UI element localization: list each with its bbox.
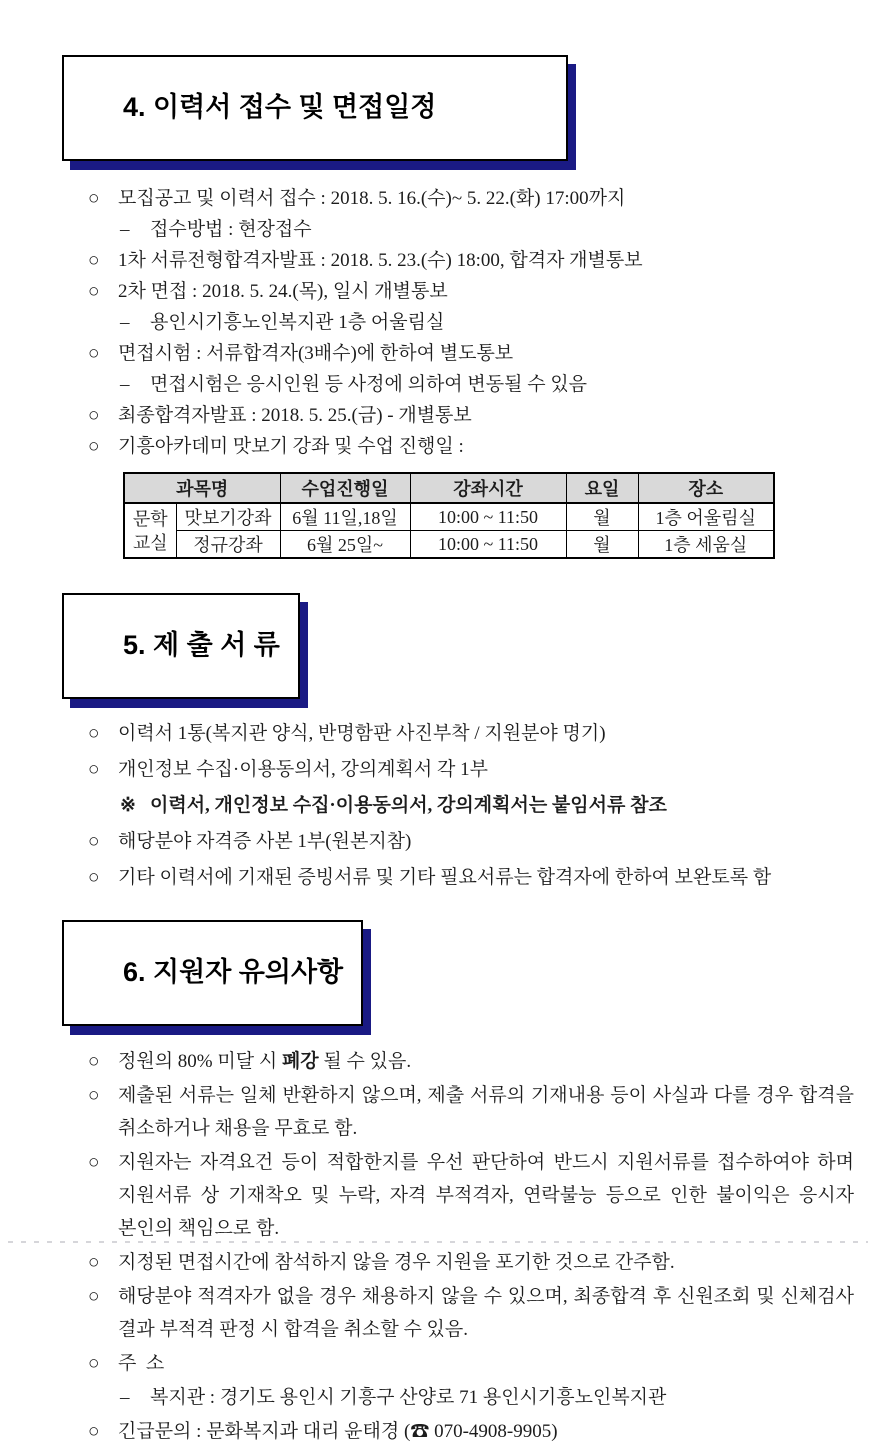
bullet-text: 접수방법 : 현장접수 (150, 219, 312, 241)
bullet-text: 1차 서류전형합격자발표 : 2018. 5. 23.(수) 18:00, 합격자 개별통보 (118, 250, 643, 272)
table-header-row (124, 473, 774, 503)
list-subitem (120, 214, 854, 245)
section-6-list (88, 1045, 854, 1448)
list-item (88, 338, 854, 369)
bullet-marker: ○ (88, 1051, 100, 1073)
bullet-text: 해당분야 적격자가 없을 경우 채용하지 않을 수 있으며, 최종합격 후 신원조회 및 신체검사 결과 부적격 판정 시 합격을 취소할 수 있음. (118, 1286, 854, 1341)
bullet-text: 개인정보 수집·이용동의서, 강의계획서 각 1부 (118, 759, 488, 781)
cell-course-type: 맛보기강좌 (176, 503, 280, 531)
table-row (124, 503, 774, 531)
text-segment: 될 수 있음. (323, 1051, 412, 1073)
bullet-text: 해당분야 자격증 사본 1부(원본지참) (118, 831, 412, 853)
note-item (120, 788, 854, 824)
list-item (88, 431, 854, 462)
cell-course-time: 10:00 ~ 11:50 (410, 531, 566, 559)
bullet-text: 최종합격자발표 : 2018. 5. 25.(금) - 개별통보 (118, 405, 472, 427)
bullet-marker: ○ (88, 867, 100, 889)
list-item (88, 1246, 854, 1279)
subject-group-line2: 교실 (132, 532, 168, 553)
bullet-text: 용인시기흥노인복지관 1층 어울림실 (150, 312, 445, 334)
bullet-marker: ○ (88, 343, 100, 365)
bullet-marker: ○ (88, 723, 100, 745)
cell-course-date: 6월 11일,18일 (280, 503, 410, 531)
reference-marker: ※ (120, 795, 136, 817)
bullet-text: 모집공고 및 이력서 접수 : 2018. 5. 16.(수)~ 5. 22.(화) 17:00까지 (118, 188, 626, 210)
bullet-text: 이력서 1통(복지관 양식, 반명함판 사진부착 / 지원분야 명기) (118, 723, 606, 745)
cell-course-date: 6월 25일~ (280, 531, 410, 559)
bullet-text: 면접시험 : 서류합격자(3배수)에 한하여 별도통보 (118, 343, 514, 365)
bullet-marker: ○ (88, 1421, 100, 1443)
list-item (88, 716, 854, 752)
col-header-subject: 과목명 (124, 473, 280, 503)
list-subitem (120, 1381, 854, 1414)
list-item (88, 1146, 854, 1245)
list-item (88, 860, 854, 896)
list-item (88, 752, 854, 788)
col-header-time: 강좌시간 (410, 473, 566, 503)
bullet-text: 면접시험은 응시인원 등 사정에 의하여 변동될 수 있음 (150, 374, 588, 396)
section-6 (62, 920, 854, 1448)
bullet-marker: ○ (88, 1286, 100, 1308)
bullet-marker: ○ (88, 1252, 100, 1274)
bullet-text: 기흥아카데미 맛보기 강좌 및 수업 진행일 : (118, 436, 464, 458)
subject-group-cell (124, 503, 176, 558)
bullet-marker: ○ (88, 188, 100, 210)
bullet-marker: ○ (88, 250, 100, 272)
section-4 (62, 55, 854, 559)
section-5-title: 5. 제 출 서 류 (123, 630, 280, 661)
bullet-marker: ○ (88, 831, 100, 853)
bullet-marker: ○ (88, 1152, 100, 1174)
list-item-contact (88, 1415, 854, 1448)
dash-marker: – (120, 374, 130, 396)
list-subitem (120, 369, 854, 400)
col-header-day: 요일 (566, 473, 638, 503)
table-row (124, 531, 774, 559)
bullet-text: 제출된 서류는 일체 반환하지 않으며, 제출 서류의 기재내용 등이 사실과 다를 경우 합격을 취소하거나 채용을 무효로 함. (118, 1085, 854, 1140)
cell-course-time: 10:00 ~ 11:50 (410, 503, 566, 531)
bullet-text (118, 1045, 854, 1078)
list-item (88, 183, 854, 214)
bullet-text: 복지관 : 경기도 용인시 기흥구 산양로 71 용인시기흥노인복지관 (150, 1387, 667, 1409)
bullet-marker: ○ (88, 436, 100, 458)
bullet-text: 2차 면접 : 2018. 5. 24.(목), 일시 개별통보 (118, 281, 448, 303)
list-item (88, 1079, 854, 1145)
bullet-marker: ○ (88, 405, 100, 427)
bullet-text: 기타 이력서에 기재된 증빙서류 및 기타 필요서류는 합격자에 한하여 보완토록 함 (118, 867, 772, 889)
bullet-marker: ○ (88, 1353, 100, 1375)
cell-course-place: 1층 어울림실 (638, 503, 774, 531)
bullet-text: 지정된 면접시간에 참석하지 않을 경우 지원을 포기한 것으로 간주함. (118, 1252, 675, 1274)
bullet-text: 지원자는 자격요건 등이 적합한지를 우선 판단하여 반드시 지원서류를 접수하여야 하며 지원서류 상 기재착오 및 누락, 자격 부적격자, 연락불능 등으로 인한 불이익은 응시자 본인의 책임으로 함. (118, 1152, 854, 1240)
cell-course-type: 정규강좌 (176, 531, 280, 559)
section-5-list (88, 716, 854, 896)
bullet-marker: ○ (88, 1085, 100, 1107)
bullet-text: 긴급문의 : 문화복지과 대리 윤태경 (☎ 070-4908-9905) (118, 1421, 558, 1443)
section-5 (62, 593, 854, 896)
emphasized-word: 폐강 (281, 1051, 319, 1073)
list-item-address (88, 1347, 854, 1380)
dash-marker: – (120, 219, 130, 241)
dash-marker: – (120, 1387, 130, 1409)
section-4-title: 4. 이력서 접수 및 면접일정 (123, 92, 437, 123)
subject-group-line1: 문학 (132, 508, 168, 529)
col-header-place: 장소 (638, 473, 774, 503)
col-header-date: 수업진행일 (280, 473, 410, 503)
dash-marker: – (120, 312, 130, 334)
section-6-title: 6. 지원자 유의사항 (123, 957, 344, 988)
section-5-header-box (62, 593, 300, 699)
text-segment: 정원의 80% 미달 시 (118, 1051, 278, 1073)
list-item (88, 1280, 854, 1346)
bullet-text: 주 소 (118, 1353, 165, 1375)
list-subitem (120, 307, 854, 338)
section-4-header-box (62, 55, 568, 161)
class-schedule-table (123, 472, 775, 559)
bullet-marker: ○ (88, 281, 100, 303)
list-item (88, 824, 854, 860)
section-4-list (88, 183, 854, 462)
scan-artifact-line (8, 1241, 868, 1243)
list-item (88, 1045, 854, 1078)
section-6-header-box (62, 920, 363, 1026)
list-item (88, 400, 854, 431)
list-item (88, 245, 854, 276)
bullet-marker: ○ (88, 759, 100, 781)
list-item (88, 276, 854, 307)
note-text: 이력서, 개인정보 수집·이용동의서, 강의계획서는 붙임서류 참조 (150, 795, 667, 817)
cell-course-day: 월 (566, 503, 638, 531)
cell-course-day: 월 (566, 531, 638, 559)
cell-course-place: 1층 세움실 (638, 531, 774, 559)
